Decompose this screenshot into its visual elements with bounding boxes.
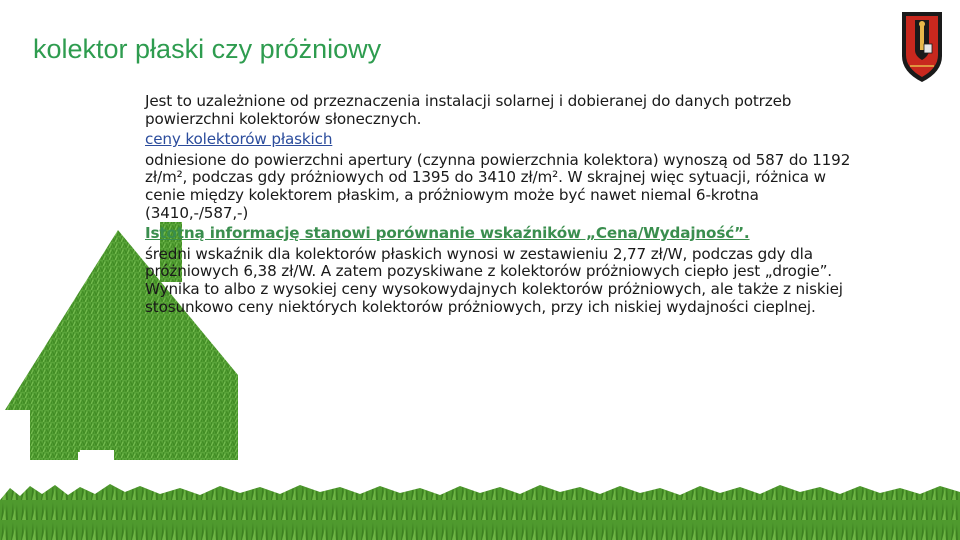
heading-flat-prices: ceny kolektorów płaskich bbox=[145, 130, 333, 149]
school-crest-logo bbox=[898, 10, 946, 84]
content-body bbox=[145, 93, 860, 319]
paragraph-prices: odniesione do powierzchni apertury (czynna powierzchnia kolektora) wynoszą od 587 do 1192 zł/m², podczas gdy próżniowych od 1395 do 3410 zł/m². W skrajnej więc sytuacji, różnica w cenie między kolektorem płaskim, a próżniowym może być nawet niemal 6-krotna (3410,-/587,-) bbox=[145, 150, 851, 222]
heading-price-efficiency: Istotną informację stanowi porównanie wskaźników „Cena/Wydajność”. bbox=[145, 224, 750, 243]
paragraph-intro: Jest to uzależnione od przeznaczenia instalacji solarnej i dobieranej do danych potrzeb powierzchni kolektorów słonecznych. bbox=[145, 92, 792, 128]
grass-strip bbox=[0, 480, 960, 540]
page-title: kolektor płaski czy próżniowy bbox=[33, 34, 382, 64]
paragraph-indicator: średni wskaźnik dla kolektorów płaskich wynosi w zestawieniu 2,77 zł/W, podczas gdy dla próżniowych 6,38 zł/W. A zatem pozyskiwane z kolektorów próżniowych ciepło jest „drogie”. Wynika to albo z wysokiej ceny wysokowydajnych kolektorów próżniowych, ale także z niskiej stosunkowo ceny niektórych kolektorów próżniowych, przy ich niskiej wydajności cieplnej. bbox=[145, 244, 843, 316]
